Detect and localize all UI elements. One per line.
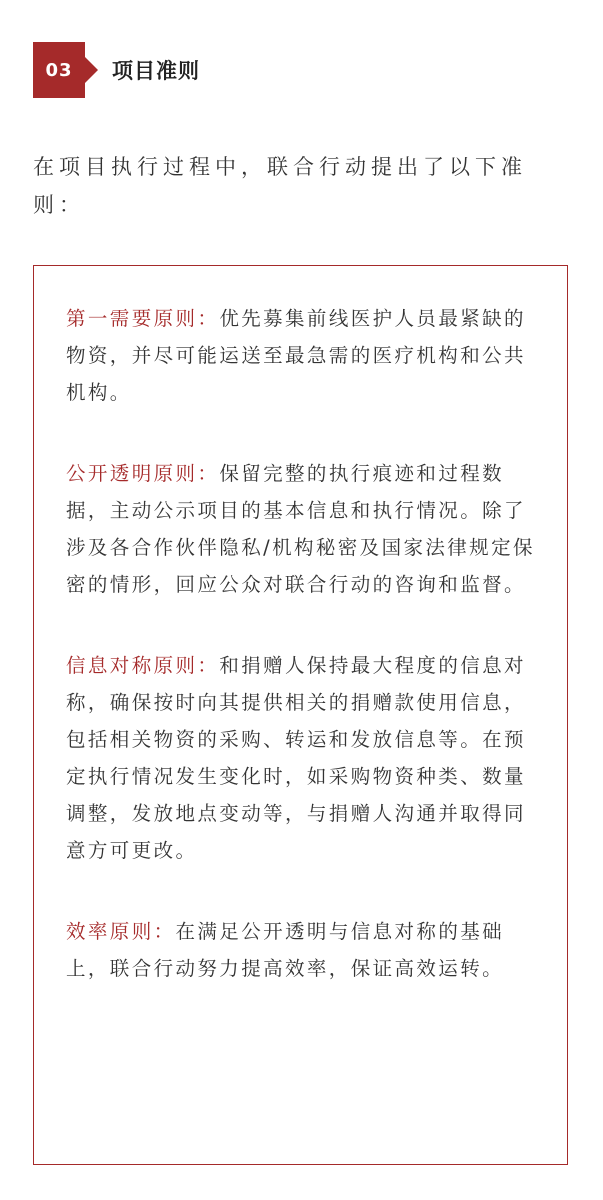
principle-efficiency [66,913,535,987]
principle-title: 效率原则： [66,920,176,943]
principle-title: 信息对称原则： [66,654,220,677]
principle-title: 第一需要原则： [66,307,220,330]
principle-body: 优先募集前线医护人员最紧缺的物资，并尽可能运送至最急需的医疗机构和公共机构。 [66,307,526,404]
intro-paragraph: 在项目执行过程中，联合行动提出了以下准则： [33,155,527,217]
principles-box [33,265,568,1165]
principle-transparency [66,455,535,603]
section-arrow-icon [85,57,98,83]
principle-info-symmetry [66,647,535,869]
section-number-badge: 03 [33,42,85,98]
principle-body: 在满足公开透明与信息对称的基础上，联合行动努力提高效率，保证高效运转。 [66,920,505,980]
section-header [33,42,200,98]
principle-body: 和捐赠人保持最大程度的信息对称，确保按时向其提供相关的捐赠款使用信息，包括相关物资的采购、转运和发放信息等。在预定执行情况发生变化时，如采购物资种类、数量调整，发放地点变动等，与捐赠人沟通并取得同意方可更改。 [66,654,526,862]
principle-first-need [66,300,535,411]
section-title: 项目准则 [112,59,200,83]
principle-title: 公开透明原则： [66,462,220,485]
principle-body: 保留完整的执行痕迹和过程数据，主动公示项目的基本信息和执行情况。除了涉及各合作伙伴隐私/机构秘密及国家法律规定保密的情形，回应公众对联合行动的咨询和监督。 [66,462,535,596]
